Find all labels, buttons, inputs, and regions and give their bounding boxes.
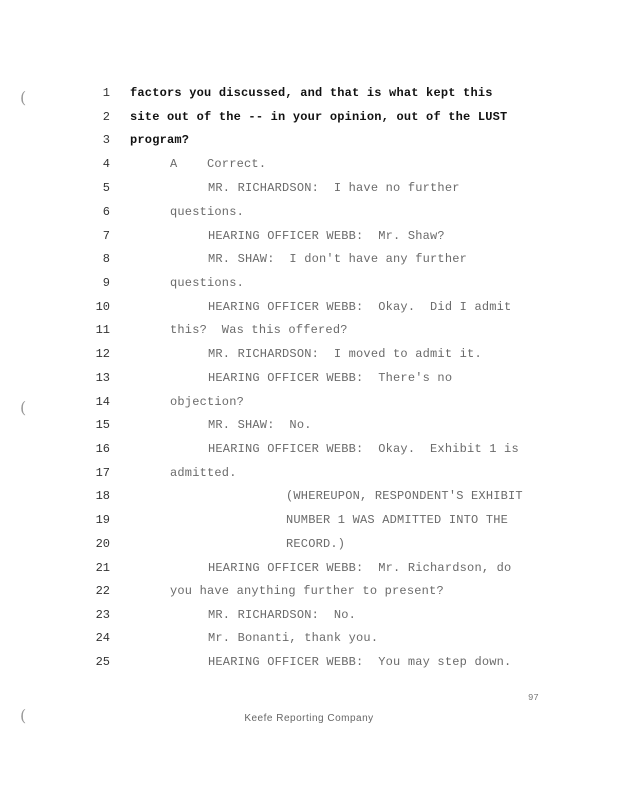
- line-text: HEARING OFFICER WEBB: Mr. Shaw?: [208, 229, 445, 243]
- line-number: 25: [95, 655, 110, 669]
- line-number: 4: [102, 157, 110, 171]
- line-number: 21: [95, 561, 110, 575]
- transcript-line: [0, 392, 618, 412]
- line-text: questions.: [170, 276, 245, 290]
- transcript-line: [0, 226, 618, 246]
- line-text: NUMBER 1 WAS ADMITTED INTO THE: [286, 513, 509, 527]
- transcript-line: [0, 344, 618, 364]
- line-number: 10: [95, 300, 110, 314]
- line-text: HEARING OFFICER WEBB: Mr. Richardson, do: [208, 561, 512, 575]
- line-text: MR. RICHARDSON: I moved to admit it.: [208, 347, 482, 361]
- line-text: RECORD.): [286, 537, 346, 551]
- margin-mark: (: [20, 398, 27, 417]
- line-text: this? Was this offered?: [170, 323, 348, 337]
- line-text: MR. RICHARDSON: I have no further: [208, 181, 460, 195]
- line-number: 9: [102, 276, 110, 290]
- transcript-line: [0, 652, 618, 672]
- line-number: 17: [95, 466, 110, 480]
- line-text: HEARING OFFICER WEBB: There's no: [208, 371, 453, 385]
- transcript-line: [0, 534, 618, 554]
- line-text: objection?: [170, 395, 245, 409]
- transcript-line: [0, 320, 618, 340]
- line-number: 19: [95, 513, 110, 527]
- line-number: 1: [102, 86, 110, 100]
- line-number: 11: [95, 323, 110, 337]
- line-text: MR. SHAW: I don't have any further: [208, 252, 468, 266]
- transcript-line: [0, 628, 618, 648]
- transcript-line: [0, 178, 618, 198]
- transcript-line: [0, 273, 618, 293]
- line-text: site out of the -- in your opinion, out of the LUST: [130, 110, 508, 124]
- transcript-line: [0, 581, 618, 601]
- transcript-line: [0, 107, 618, 127]
- margin-mark: (: [20, 88, 27, 107]
- line-text: program?: [130, 133, 190, 147]
- line-number: 15: [95, 418, 110, 432]
- line-number: 20: [95, 537, 110, 551]
- line-number: 8: [102, 252, 110, 266]
- transcript-line: [0, 249, 618, 269]
- line-text: (WHEREUPON, RESPONDENT'S EXHIBIT: [286, 489, 523, 503]
- transcript-line: [0, 415, 618, 435]
- line-text: HEARING OFFICER WEBB: Okay. Did I admit: [208, 300, 512, 314]
- line-text: HEARING OFFICER WEBB: You may step down.: [208, 655, 512, 669]
- line-text: admitted.: [170, 466, 237, 480]
- transcript-line: [0, 605, 618, 625]
- line-number: 2: [102, 110, 110, 124]
- line-number: 18: [95, 489, 110, 503]
- page-number: 97: [528, 693, 539, 703]
- line-text: Mr. Bonanti, thank you.: [208, 631, 379, 645]
- margin-mark: (: [20, 706, 27, 725]
- transcript-line: [0, 368, 618, 388]
- line-number: 23: [95, 608, 110, 622]
- footer-reporting-company: Keefe Reporting Company: [244, 713, 374, 724]
- line-text: A Correct.: [170, 157, 267, 171]
- transcript-line: [0, 439, 618, 459]
- line-number: 22: [95, 584, 110, 598]
- line-text: you have anything further to present?: [170, 584, 444, 598]
- transcript-line: [0, 558, 618, 578]
- line-text: MR. SHAW: No.: [208, 418, 312, 432]
- line-number: 5: [102, 181, 110, 195]
- line-text: factors you discussed, and that is what kept this: [130, 86, 493, 100]
- line-text: questions.: [170, 205, 245, 219]
- line-number: 3: [102, 133, 110, 147]
- transcript-line: [0, 486, 618, 506]
- line-text: HEARING OFFICER WEBB: Okay. Exhibit 1 is: [208, 442, 519, 456]
- line-number: 24: [95, 631, 110, 645]
- line-number: 16: [95, 442, 110, 456]
- line-number: 14: [95, 395, 110, 409]
- line-text: MR. RICHARDSON: No.: [208, 608, 357, 622]
- transcript-line: [0, 130, 618, 150]
- transcript-line: [0, 463, 618, 483]
- transcript-line: [0, 154, 618, 174]
- transcript-line: [0, 83, 618, 103]
- line-number: 12: [95, 347, 110, 361]
- transcript-line: [0, 510, 618, 530]
- transcript-line: [0, 297, 618, 317]
- line-number: 13: [95, 371, 110, 385]
- line-number: 6: [102, 205, 110, 219]
- line-number: 7: [102, 229, 110, 243]
- transcript-line: [0, 202, 618, 222]
